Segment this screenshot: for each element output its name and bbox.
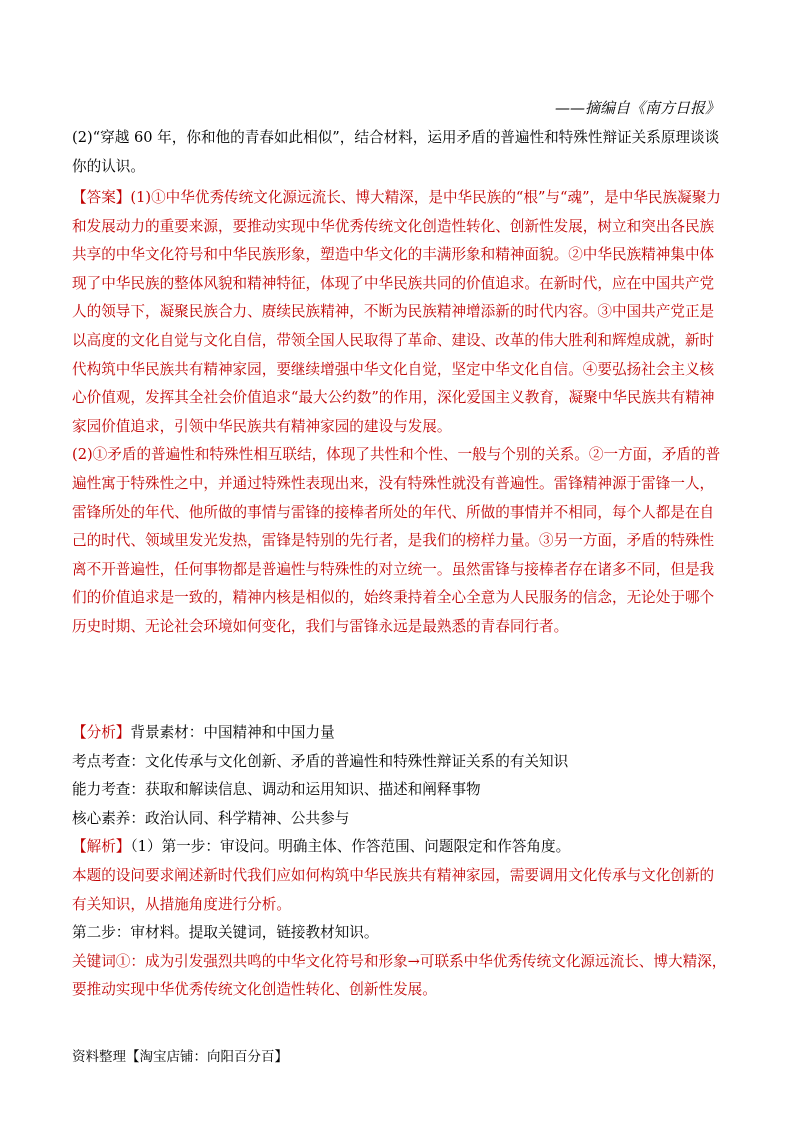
jiexi-label: 【解析】 — [72, 838, 131, 856]
keyword1: 关键词①：成为引发强烈共鸣的中华文化符号和形象→可联系中华优秀传统文化源远流长、博大精深，要推动实现中华优秀传统文化创造性转化、创新性发展。 — [72, 952, 727, 999]
analysis-nengli: 能力考查：获取和解读信息、调动和运用知识、描述和阐释事物 — [72, 781, 481, 799]
analysis-section — [72, 719, 727, 1005]
step2: 第二步：审材料。提取关键词，链接教材知识。 — [72, 924, 379, 942]
analysis-label: 【分析】 — [72, 724, 131, 741]
answer-part-2: (2)①矛盾的普遍性和特殊性相互联结，体现了共性和个性、一般与个别的关系。②一方面，矛盾的普遍性寓于特殊性之中，并通过特殊性表现出来，没有特殊性就没有普遍性。雷锋精神源于雷锋一人，雷锋所处的年代、他所做的事情与雷锋的接棒者所处的年代、所做的事情并不相同，每个人都是在自己的时代、领域里发光发热，雷锋是特别的先行者，是我们的榜样力量。③另一方面，矛盾的特殊性离不开普遍性，任何事物都是普遍性与特殊性的对立统一。虽然雷锋与接棒者存在诸多不同，但是我们的价值追求是一致的，精神内核是相似的，始终秉持着全心全意为人民服务的信念，无论处于哪个历史时期、无论社会环境如何变化，我们与雷锋永远是最熟悉的青春同行者。 — [72, 446, 721, 635]
question-text: (2)“穿越 60 年，你和他的青春如此相似”，结合材料，运用矛盾的普遍性和特殊性辩证关系原理谈谈你的认识。 — [72, 129, 720, 175]
page-footer: 资料整理【淘宝店铺：向阳百分百】 — [72, 1049, 288, 1065]
analysis-suyang: 核心素养：政治认同、科学精神、公共参与 — [72, 809, 350, 827]
analysis-jiexi — [72, 833, 727, 862]
answer-label: 【答案】 — [72, 189, 131, 206]
analysis-background — [72, 719, 727, 748]
answer-part-1-text: (1)①中华优秀传统文化源远流长、博大精深，是中华民族的“根”与“魂”，是中华民族凝聚力和发展动力的重要来源，要推动实现中华优秀传统文化创造性转化、创新性发展，树立和突出各民族共享的中华文化符号和中华民族形象，塑造中华文化的丰满形象和精神面貌。②中华民族精神集中体现了中华民族的整体风貌和精神特征，体现了中华民族共同的价值追求。在新时代，应在中国共产党人的领导下，凝聚民族合力、赓续民族精神，不断为民族精神增添新的时代内容。③中国共产党正是以高度的文化自觉与文化自信，带领全国人民取得了革命、建设、改革的伟大胜利和辉煌成就，新时代构筑中华民族共有精神家园，要继续增强中华文化自觉，坚定中华文化自信。④要弘扬社会主义核心价值观，发挥其全社会价值追求“最大公约数”的作用，深化爱国主义教育，凝聚中华民族共有精神家园价值追求，引领中华民族共有精神家园的建设与发展。 — [72, 189, 721, 435]
analysis-kaodian: 考点考查：文化传承与文化创新、矛盾的普遍性和特殊性辩证关系的有关知识 — [72, 752, 569, 770]
jiexi-step1: （1）第一步：审设问。明确主体、作答范围、问题限定和作答角度。 — [130, 838, 571, 856]
step1-detail: 本题的设问要求阐述新时代我们应如何构筑中华民族共有精神家园，需要调用文化传承与文化创新的有关知识，从措施角度进行分析。 — [72, 866, 715, 913]
answer-section — [72, 184, 727, 642]
source-attribution: ——摘编自《南方日报》 — [554, 99, 720, 117]
analysis-background-text: 背景素材：中国精神和中国力量 — [130, 724, 335, 741]
answer-part-1 — [72, 184, 727, 441]
